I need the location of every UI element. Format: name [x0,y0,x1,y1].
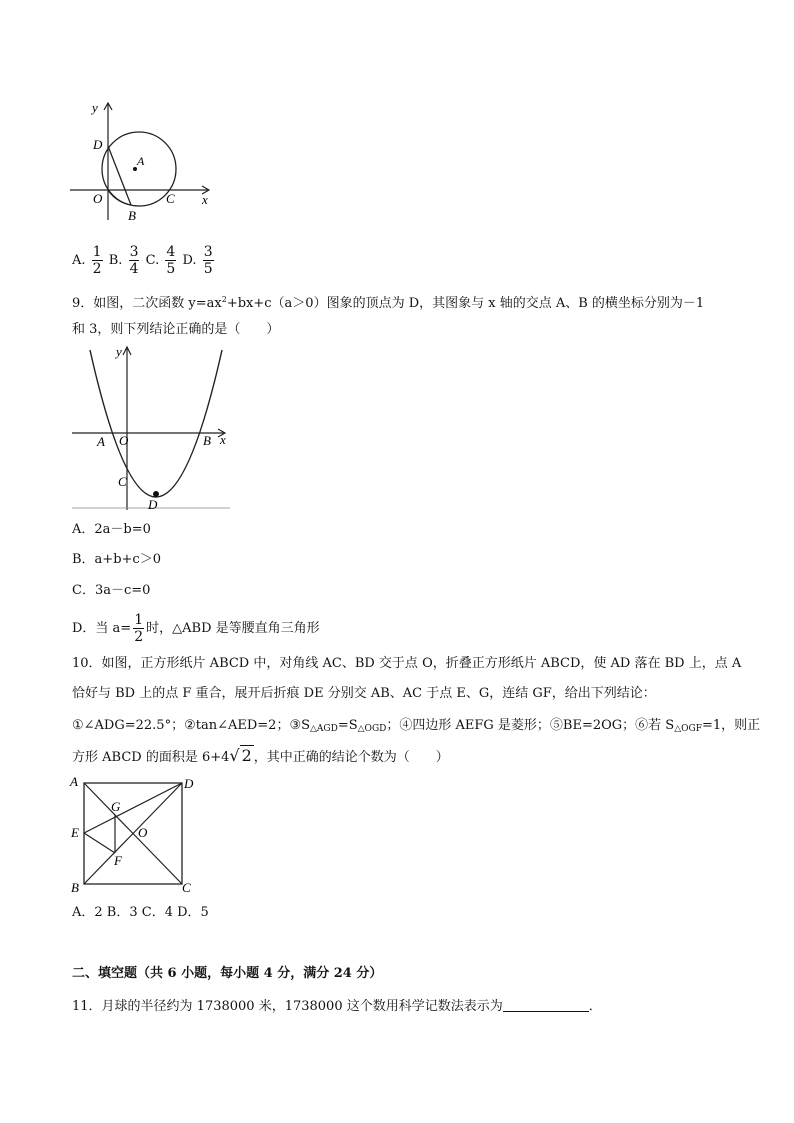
q10-stem-line3: ①∠ADG=22.5°；②tan∠AED=2；$③S_{\triangle AGD}=S_{\triangle OGD}$；④四边形 AEFG 是菱形；⑤BE=2OG；⑥若 $S_{\triangle OGF}=1$，则正 [72,718,761,734]
q9-parabola-figure [68,344,233,512]
q9-label-x: x [220,432,226,447]
q8-circle-figure [68,100,218,225]
q10-stem-line4: 方形 ABCD 的面积是 6+4√ 2 ，其中正确的结论个数为（ ） [72,746,449,765]
q10-label-B: B [71,880,79,895]
q8-segment-DB [108,146,131,205]
q8-label-O: O [93,191,103,206]
q9-label-D: D [148,497,158,512]
q9-label-O: O [119,433,129,448]
q9-option-a: A．2a－b=0 [72,522,151,537]
q10-square-figure [68,774,198,896]
q11-answer-blank[interactable] [503,999,589,1012]
q10-stem-line2: 恰好与 BD 上的点 F 重合，展开后折痕 DE 分别交 AB、AC 于点 E、G，连结 GF，给出下列结论： [72,686,656,701]
q9-parabola [90,350,222,497]
q8-option-a: A. $\frac{1}{2}$ [72,244,102,277]
q8-label-D: D [93,137,103,152]
q10-crease-DE [84,783,182,833]
q10-label-C: C [182,880,191,895]
q8-circle [102,132,176,206]
q8-label-x: x [202,192,208,207]
q10-label-G: G [111,799,121,814]
q8-label-A: A [137,154,145,168]
q8-option-b: B. $\frac{3}{4}$ [108,244,139,277]
section2-heading: 二、填空题（共 6 小题，每小题 4 分，满分 24 分） [72,966,383,981]
q10-stem-line1: 10．如图，正方形纸片 ABCD 中，对角线 AC、BD 交于点 O，折叠正方形纸片 ABCD，使 AD 落在 BD 上，点 A [72,656,742,671]
q10-options: A．2 B．3 C．4 D．5 [72,905,209,920]
q9-option-c: C．3a－c=0 [72,583,151,598]
q10-label-D: D [184,776,194,791]
q10-segment-EF [84,833,115,853]
q10-label-O: O [138,825,148,840]
q9-option-b: B．a+b+c＞0 [72,552,161,567]
q9-label-B: B [203,433,211,448]
q10-label-E: E [71,825,79,840]
q9-stem-line2: 和 3，则下列结论正确的是（ ） [72,322,280,337]
q8-option-d: D. $\frac{3}{5}$ [182,244,213,277]
q11-stem: 11．月球的半径约为 1738000 米，1738000 这个数用科学记数法表示为 ． [72,999,602,1014]
q8-options [72,244,216,277]
q9-label-C: C [118,474,127,489]
q8-label-C: C [166,191,175,206]
q8-label-B: B [128,208,136,223]
q9-label-A: A [97,434,105,449]
q10-label-F: F [114,853,122,868]
q9-label-y: y [116,344,122,359]
sqrt-symbol: √ 2 [229,746,252,765]
q8-option-c: C. $\frac{4}{5}$ [145,244,176,277]
q9-option-d: D．当 a= $\frac{1}{2}$ 时，△ABD 是等腰直角三角形 [72,612,320,645]
q9-stem-line1: 9．如图，二次函数 $y=ax^2+bx+c(a>0)$图象的顶点为 D，其图象与 x 轴的交点 A、B 的横坐标分别为－1 [72,295,705,311]
q8-label-y: y [92,100,98,115]
q10-label-A: A [70,774,78,789]
